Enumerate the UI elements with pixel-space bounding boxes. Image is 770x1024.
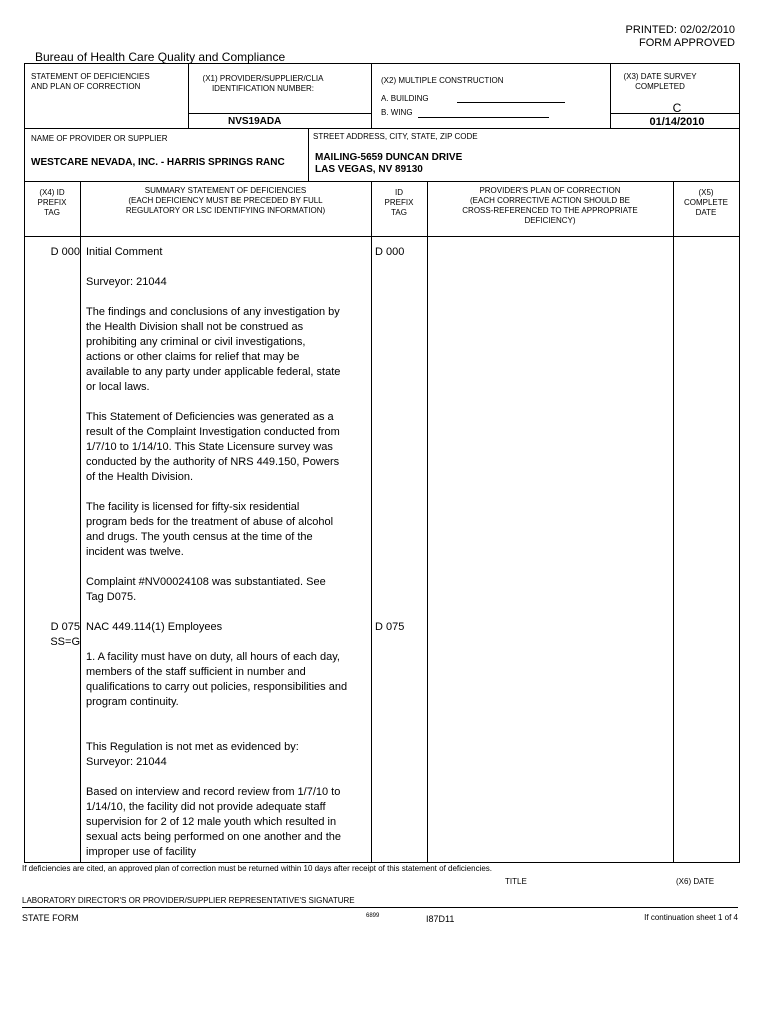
address-line1: MAILING-5659 DUNCAN DRIVE	[315, 152, 463, 163]
id-prefix-header: ID PREFIX TAG	[384, 188, 414, 217]
event-id: I87D11	[426, 914, 455, 924]
building-label: A. BUILDING	[381, 94, 429, 103]
plan-header: PROVIDER'S PLAN OF CORRECTION (EACH CORRECTIVE ACTION SHOULD BE CROSS-REFERENCED TO THE APPROPRIATE DEFICIENCY)	[462, 186, 638, 225]
statement-label: STATEMENT OF DEFICIENCIES AND PLAN OF CORRECTION	[31, 72, 150, 91]
deficiency-notice: If deficiencies are cited, an approved plan of correction must be returned within 10 days after receipt of this statement of deficiencies.	[22, 864, 493, 873]
entry-body-d075	[86, 620, 361, 875]
entry-tag-d000: D 000	[50, 246, 80, 258]
paragraph: 1. A facility must have on duty, all hours of each day, members of the staff sufficient in number and qualifications to carry out policies, responsibilities and program continuity.	[86, 651, 348, 708]
summary-header: SUMMARY STATEMENT OF DEFICIENCIES (EACH DEFICIENCY MUST BE PRECEDED BY FULL REGULATORY OR LSC IDENTIFYING INFORMATION)	[125, 186, 326, 215]
paragraph: NAC 449.114(1) Employees	[86, 621, 223, 633]
address-line2: LAS VEGAS, NV 89130	[315, 164, 423, 175]
title-label: TITLE	[505, 877, 527, 886]
paragraph: Initial Comment	[86, 246, 163, 258]
entry-scope-severity: SS=G	[50, 636, 80, 648]
x1-value: NVS19ADA	[228, 116, 282, 127]
agency-name: Bureau of Health Care Quality and Compliance	[35, 50, 286, 64]
address-label: STREET ADDRESS, CITY, STATE, ZIP CODE	[313, 132, 478, 141]
entry-tag: D 075	[50, 621, 80, 633]
x1-label: (X1) PROVIDER/SUPPLIER/CLIA IDENTIFICATION NUMBER:	[202, 74, 324, 93]
x3-date: 01/14/2010	[649, 116, 705, 128]
paragraph: Surveyor: 21044	[86, 276, 167, 288]
signature-label: LABORATORY DIRECTOR'S OR PROVIDER/SUPPLIER REPRESENTATIVE'S SIGNATURE	[22, 896, 355, 905]
x6-date-label: (X6) DATE	[676, 877, 715, 886]
x3-code: C	[672, 101, 682, 115]
printed-date: PRINTED: 02/02/2010	[625, 24, 735, 36]
continuation-sheet: If continuation sheet 1 of 4	[644, 913, 738, 922]
paragraph: The facility is licensed for fifty-six residential program beds for the treatment of abuse of alcohol and drugs. The youth census at the time of the incident was twelve.	[86, 501, 334, 558]
x2-label: (X2) MULTIPLE CONSTRUCTION	[381, 76, 504, 85]
entry-body-d000	[86, 245, 341, 620]
x3-label: (X3) DATE SURVEY COMPLETED	[623, 72, 697, 91]
paragraph: Based on interview and record review from 1/7/10 to 1/14/10, the facility did not provide adequate staff supervision for 2 of 12 male youth which resulted in sexual acts being performed on one another and the improper use of facility	[86, 786, 342, 858]
paragraph: This Regulation is not met as evidenced by: Surveyor: 21044	[86, 741, 299, 768]
x4-header: (X4) ID PREFIX TAG	[37, 188, 67, 217]
state-form-label: STATE FORM	[22, 913, 79, 923]
entry-tag-d075	[30, 620, 80, 650]
paragraph: Complaint #NV00024108 was substantiated. See Tag D075.	[86, 576, 326, 603]
entry-id-tag-d000: D 000	[375, 246, 405, 258]
x5-header: (X5) COMPLETE DATE	[683, 188, 728, 217]
entry-id-tag-d075: D 075	[375, 621, 405, 633]
wing-label: B. WING	[381, 108, 413, 117]
paragraph: The findings and conclusions of any investigation by the Health Division shall not be construed as prohibiting any criminal or civil investigations, actions or other claims for relief that may be available to any party under applicable federal, state or local laws.	[86, 306, 341, 393]
form-approved: FORM APPROVED	[639, 37, 735, 49]
form-number: 6899	[366, 913, 380, 919]
paragraph: This Statement of Deficiencies was generated as a result of the Complaint Investigation conducted from 1/7/10 to 1/14/10. This State Licensure survey was conducted by the authority of NRS 449.150, Powers of the Health Division.	[86, 411, 340, 483]
provider-label: NAME OF PROVIDER OR SUPPLIER	[31, 134, 168, 143]
provider-name: WESTCARE NEVADA, INC. - HARRIS SPRINGS RANC	[31, 157, 285, 168]
